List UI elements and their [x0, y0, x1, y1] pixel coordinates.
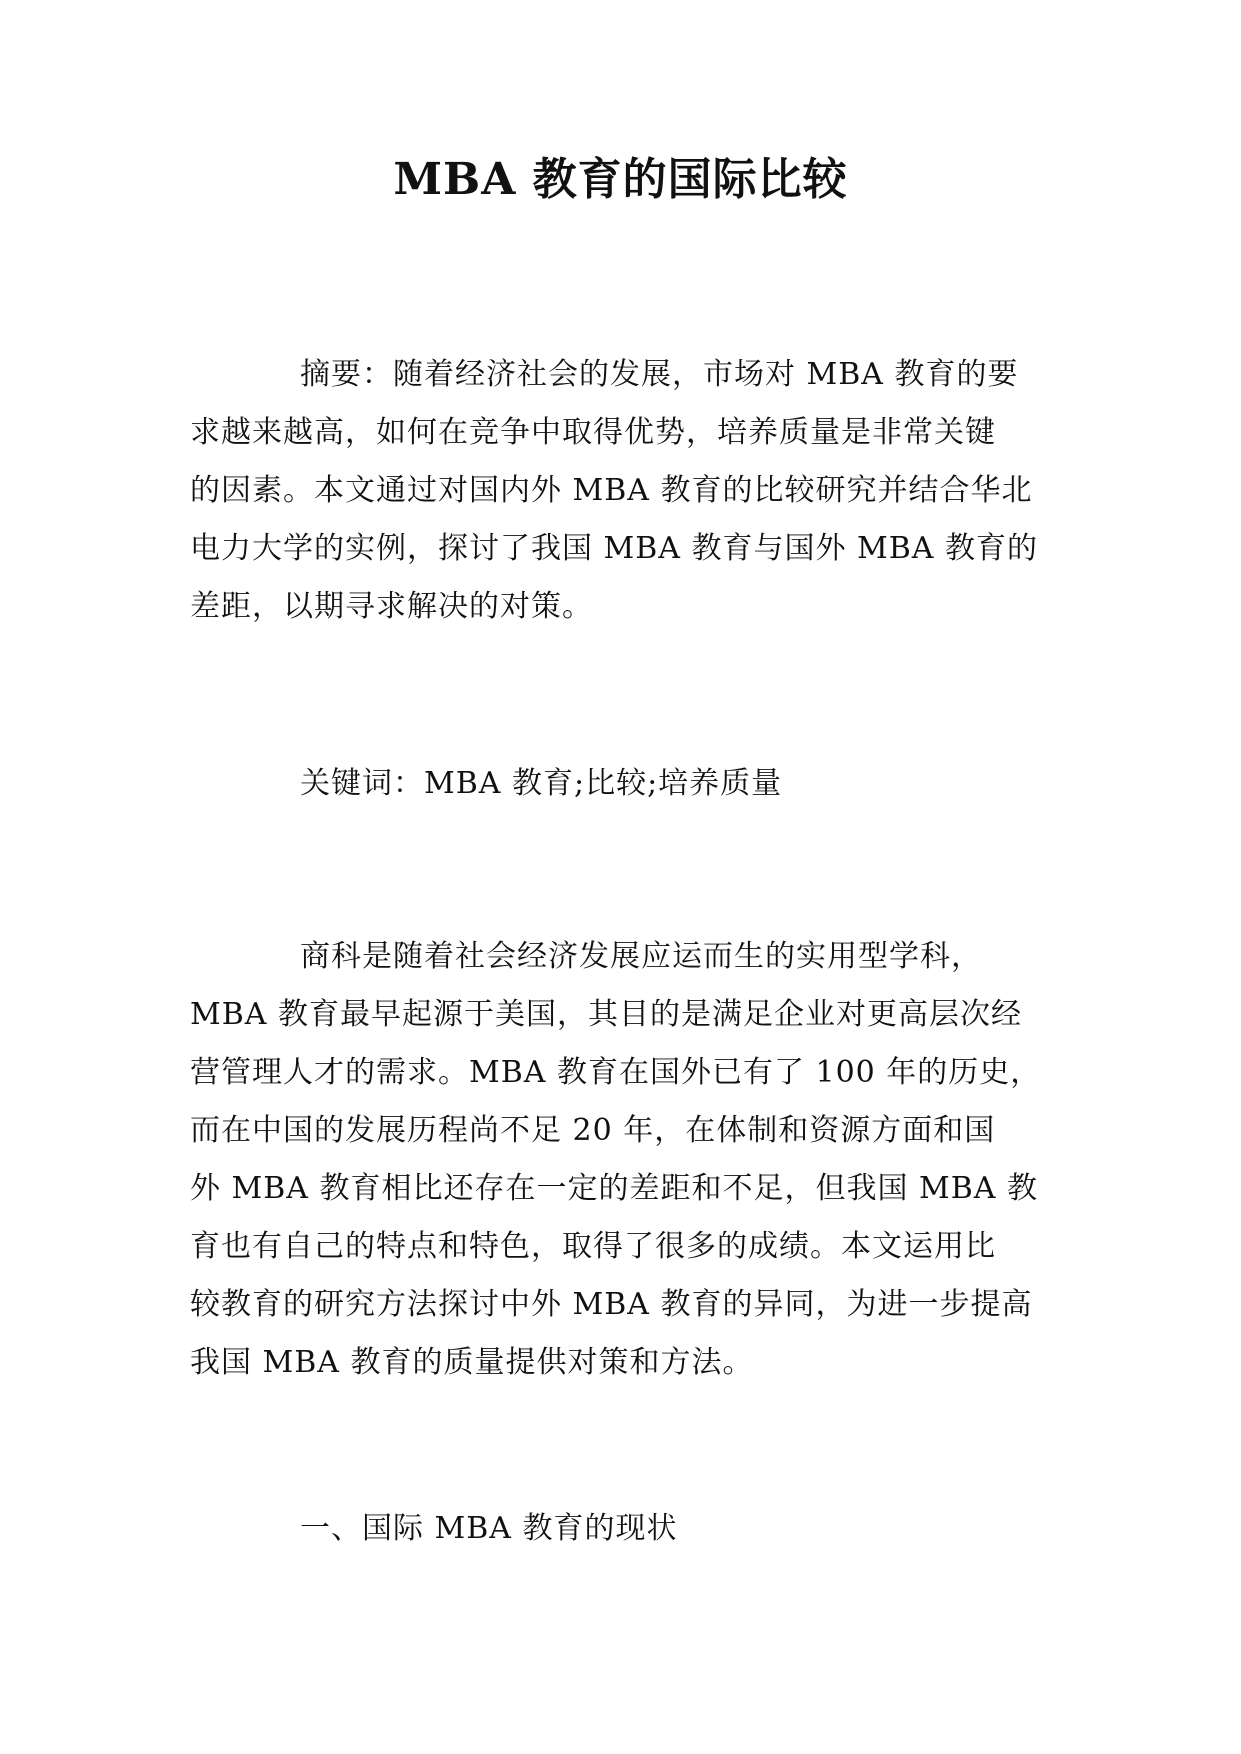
intro-line: 较教育的研究方法探讨中外 MBA 教育的异同，为进一步提高	[190, 1287, 1033, 1322]
intro-line: 我国 MBA 教育的质量提供对策和方法。	[190, 1345, 754, 1380]
abstract-paragraph	[190, 346, 1060, 636]
abstract-line: 差距，以期寻求解决的对策。	[190, 589, 593, 624]
intro-line: 营管理人才的需求。MBA 教育在国外已有了 100 年的历史，	[190, 1055, 1042, 1090]
intro-line: 育也有自己的特点和特色，取得了很多的成绩。本文运用比	[190, 1229, 996, 1264]
keywords-paragraph	[190, 755, 1060, 813]
intro-line: 外 MBA 教育相比还存在一定的差距和不足，但我国 MBA 教	[190, 1171, 1039, 1206]
keywords-line: 关键词：MBA 教育;比较;培养质量	[300, 766, 783, 801]
abstract-line: 求越来越高，如何在竞争中取得优势，培养质量是非常关键	[190, 415, 996, 450]
section-heading	[190, 1500, 1060, 1558]
document-title: MBA 教育的国际比较	[393, 154, 848, 205]
intro-line: 而在中国的发展历程尚不足 20 年，在体制和资源方面和国	[190, 1113, 996, 1148]
intro-line: MBA 教育最早起源于美国，其目的是满足企业对更高层次经	[190, 997, 1022, 1032]
abstract-line: 的因素。本文通过对国内外 MBA 教育的比较研究并结合华北	[190, 473, 1033, 508]
abstract-line: 摘要：随着经济社会的发展，市场对 MBA 教育的要	[300, 357, 1019, 392]
intro-line: 商科是随着社会经济发展应运而生的实用型学科，	[300, 939, 982, 974]
abstract-line: 电力大学的实例，探讨了我国 MBA 教育与国外 MBA 教育的	[190, 531, 1039, 566]
section-heading-text: 一、国际 MBA 教育的现状	[300, 1511, 678, 1546]
intro-paragraph	[190, 928, 1060, 1392]
